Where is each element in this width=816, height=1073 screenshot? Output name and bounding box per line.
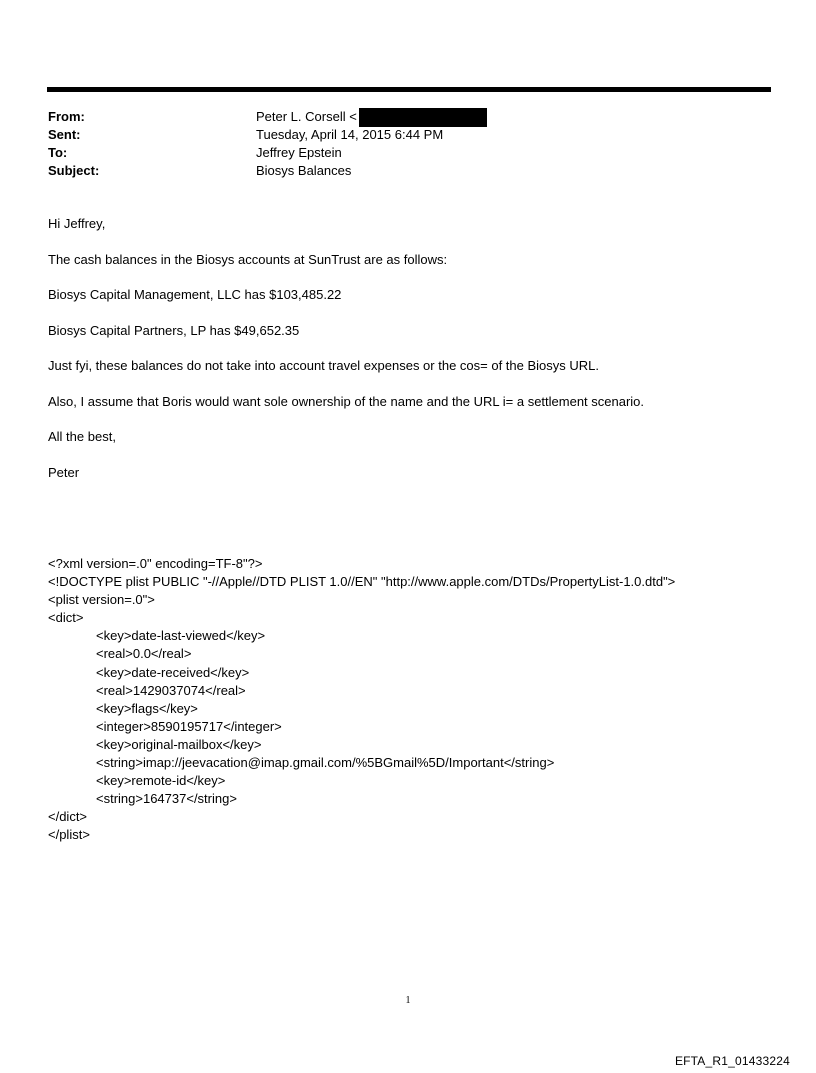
from-name: Peter L. Corsell <	[256, 109, 357, 124]
email-header	[48, 108, 748, 180]
to-value: Jeffrey Epstein	[256, 145, 342, 160]
plist-xml-block	[48, 555, 788, 845]
xml-line: <!DOCTYPE plist PUBLIC "-//Apple//DTD PLIST 1.0//EN" "http://www.apple.com/DTDs/PropertyList-1.0.dtd">	[48, 574, 676, 590]
body-paragraph: Biosys Capital Management, LLC has $103,485.22	[48, 287, 342, 302]
xml-line: </plist>	[48, 827, 90, 843]
signature: Peter	[48, 464, 80, 480]
header-divider	[47, 87, 771, 92]
body-paragraph: Also, I assume that Boris would want sole ownership of the name and the URL i= a settlement scenario.	[48, 393, 645, 409]
xml-line: <real>1429037074</real>	[96, 682, 246, 698]
from-value	[256, 108, 487, 127]
to-label: To:	[48, 145, 68, 160]
sent-label: Sent:	[48, 127, 81, 142]
body-paragraph: Biosys Capital Partners, LP has $49,652.35	[48, 322, 300, 338]
subject-label: Subject:	[48, 163, 100, 178]
sent-row	[48, 126, 748, 144]
xml-line: <key>date-last-viewed</key>	[96, 628, 266, 644]
subject-value: Biosys Balances	[256, 163, 352, 178]
redaction-block	[359, 108, 487, 127]
from-label: From:	[48, 109, 85, 124]
xml-line: <dict>	[48, 610, 84, 626]
sent-value: Tuesday, April 14, 2015 6:44 PM	[256, 127, 444, 142]
xml-line: <string>164737</string>	[96, 791, 237, 807]
xml-line: <string>imap://jeevacation@imap.gmail.com/%5BGmail%5D/Important</string>	[96, 755, 555, 771]
document-id: EFTA_R1_01433224	[674, 1054, 790, 1068]
xml-line: <real>0.0</real>	[96, 646, 192, 662]
email-body	[48, 215, 768, 499]
xml-line: <plist version=.0">	[48, 592, 155, 608]
body-paragraph: The cash balances in the Biosys accounts at SunTrust are as follows:	[48, 251, 448, 267]
page-number: 1	[405, 995, 411, 1006]
xml-line: </dict>	[48, 809, 88, 825]
xml-line: <key>original-mailbox</key>	[96, 736, 262, 752]
xml-line: <integer>8590195717</integer>	[96, 718, 282, 734]
xml-line: <key>flags</key>	[96, 700, 198, 716]
xml-line: <key>remote-id</key>	[96, 773, 226, 789]
to-row	[48, 144, 748, 162]
body-paragraph: Just fyi, these balances do not take into account travel expenses or the cos= of the Biosys URL.	[48, 358, 600, 373]
from-row	[48, 108, 748, 126]
xml-line: <?xml version=.0" encoding=TF-8"?>	[48, 556, 263, 571]
greeting: Hi Jeffrey,	[48, 216, 106, 231]
subject-row	[48, 162, 748, 180]
closing: All the best,	[48, 429, 116, 444]
xml-line: <key>date-received</key>	[96, 664, 250, 680]
